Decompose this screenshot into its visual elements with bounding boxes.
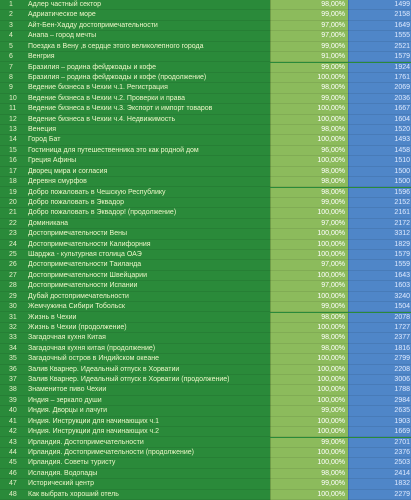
percent-cell[interactable]: 97,00% bbox=[270, 31, 348, 41]
row-number-cell[interactable]: 32 bbox=[9, 323, 17, 331]
table-row[interactable] bbox=[0, 21, 411, 31]
table-row[interactable] bbox=[0, 135, 411, 145]
percent-cell[interactable]: 98,00% bbox=[270, 83, 348, 93]
title-cell[interactable]: Достопримечательности Вены bbox=[28, 230, 127, 238]
row-number-cell[interactable]: 11 bbox=[9, 105, 17, 113]
title-cell[interactable]: Шарджа - культурная столица ОАЭ bbox=[28, 251, 142, 258]
value-cell[interactable]: 2158 bbox=[348, 10, 411, 20]
row-number-cell[interactable]: 18 bbox=[9, 178, 17, 186]
percent-cell[interactable]: 100,00% bbox=[270, 396, 348, 406]
table-row[interactable] bbox=[0, 417, 411, 427]
percent-cell[interactable]: 99,00% bbox=[270, 198, 348, 208]
title-cell[interactable]: Индия – зеркало души bbox=[28, 396, 102, 404]
table-row[interactable] bbox=[0, 313, 411, 323]
row-number-cell[interactable]: 31 bbox=[9, 313, 17, 321]
percent-cell[interactable]: 96,00% bbox=[270, 146, 348, 156]
percent-cell[interactable]: 100,00% bbox=[270, 208, 348, 218]
table-row[interactable] bbox=[0, 229, 411, 239]
percent-cell[interactable]: 98,00% bbox=[270, 344, 348, 354]
title-cell[interactable]: Ведение бизнеса в Чехии ч.3. Экспорт и импорт товаров bbox=[28, 105, 213, 113]
row-number-cell[interactable]: 29 bbox=[9, 292, 17, 300]
row-number-cell[interactable]: 5 bbox=[9, 42, 13, 50]
percent-cell[interactable]: 98,00% bbox=[270, 167, 348, 177]
title-cell[interactable]: Деревня смурфов bbox=[28, 178, 87, 186]
table-row[interactable] bbox=[0, 323, 411, 333]
percent-cell[interactable]: 97,00% bbox=[270, 21, 348, 31]
value-cell[interactable]: 1667 bbox=[348, 104, 411, 114]
percent-cell[interactable]: 100,00% bbox=[270, 271, 348, 281]
title-cell[interactable]: Бразилия – родина фейджоады и кофе bbox=[28, 63, 157, 71]
percent-cell[interactable]: 98,00% bbox=[270, 469, 348, 479]
title-cell[interactable]: Дворец мира и согласия bbox=[28, 167, 108, 175]
percent-cell[interactable]: 97,00% bbox=[270, 260, 348, 270]
row-number-cell[interactable]: 27 bbox=[9, 271, 17, 279]
value-cell[interactable]: 1555 bbox=[348, 31, 411, 41]
value-cell[interactable]: 1510 bbox=[348, 156, 411, 166]
row-number-cell[interactable]: 26 bbox=[9, 261, 17, 269]
percent-cell[interactable]: 100,00% bbox=[270, 427, 348, 437]
title-cell[interactable]: Гостиница для путешественника это как родной дом bbox=[28, 146, 199, 154]
value-cell[interactable]: 1596 bbox=[348, 188, 411, 198]
value-cell[interactable]: 1504 bbox=[348, 302, 411, 312]
value-cell[interactable]: 1603 bbox=[348, 281, 411, 291]
percent-cell[interactable]: 99,00% bbox=[270, 406, 348, 416]
title-cell[interactable]: Доминикана bbox=[28, 219, 69, 227]
value-cell[interactable]: 1604 bbox=[348, 115, 411, 125]
percent-cell[interactable]: 100,00% bbox=[270, 417, 348, 427]
percent-cell[interactable]: 100,00% bbox=[270, 292, 348, 302]
value-cell[interactable]: 1669 bbox=[348, 427, 411, 437]
value-cell[interactable]: 2036 bbox=[348, 94, 411, 104]
value-cell[interactable]: 3006 bbox=[348, 375, 411, 385]
title-cell[interactable]: Поездка в Вену ,в сердце этого великолепного города bbox=[28, 42, 204, 50]
percent-cell[interactable]: 100,00% bbox=[270, 240, 348, 250]
value-cell[interactable]: 1832 bbox=[348, 479, 411, 489]
value-cell[interactable]: 2701 bbox=[348, 438, 411, 448]
percent-cell[interactable]: 99,00% bbox=[270, 438, 348, 448]
title-cell[interactable]: Индия. Инструкции для начинающих ч.2 bbox=[28, 428, 160, 436]
title-cell[interactable]: Достопримечательности Калифорния bbox=[28, 240, 151, 248]
row-number-cell[interactable]: 13 bbox=[9, 126, 17, 133]
table-row[interactable] bbox=[0, 438, 411, 448]
table-row[interactable] bbox=[0, 406, 411, 416]
percent-cell[interactable]: 98,00% bbox=[270, 0, 348, 10]
title-cell[interactable]: Анапа – город мечты bbox=[28, 32, 97, 40]
percent-cell[interactable]: 98,00% bbox=[270, 125, 348, 135]
table-row[interactable] bbox=[0, 333, 411, 343]
row-number-cell[interactable]: 48 bbox=[9, 490, 17, 498]
table-row[interactable] bbox=[0, 125, 411, 135]
percent-cell[interactable]: 100,00% bbox=[270, 135, 348, 145]
value-cell[interactable]: 2152 bbox=[348, 198, 411, 208]
title-cell[interactable]: Достопримечательности Таиланда bbox=[28, 261, 142, 269]
title-cell[interactable]: Как выбрать хороший отель bbox=[28, 490, 119, 498]
value-cell[interactable]: 1559 bbox=[348, 260, 411, 270]
table-row[interactable] bbox=[0, 156, 411, 166]
row-number-cell[interactable]: 1 bbox=[9, 1, 13, 8]
value-cell[interactable]: 1499 bbox=[348, 0, 411, 10]
value-cell[interactable]: 1727 bbox=[348, 323, 411, 333]
value-cell[interactable]: 2799 bbox=[348, 354, 411, 364]
percent-cell[interactable]: 97,00% bbox=[270, 281, 348, 291]
table-row[interactable] bbox=[0, 219, 411, 229]
value-cell[interactable]: 1816 bbox=[348, 344, 411, 354]
percent-cell[interactable]: 100,00% bbox=[270, 250, 348, 260]
title-cell[interactable]: Добро пожаловать в Эквадор! (продолжение) bbox=[28, 209, 177, 217]
percent-cell[interactable]: 100,00% bbox=[270, 73, 348, 83]
percent-cell[interactable]: 100,00% bbox=[270, 354, 348, 364]
row-number-cell[interactable]: 36 bbox=[9, 365, 17, 373]
title-cell[interactable]: Залив Кварнер. Идеальный отпуск в Хорватии (продолжение) bbox=[28, 376, 230, 383]
percent-cell[interactable]: 100,00% bbox=[270, 229, 348, 239]
title-cell[interactable]: Достопримечательности Швейцарии bbox=[28, 271, 147, 279]
value-cell[interactable]: 2161 bbox=[348, 208, 411, 218]
row-number-cell[interactable]: 10 bbox=[9, 94, 17, 102]
table-row[interactable] bbox=[0, 31, 411, 41]
percent-cell[interactable]: 98,00% bbox=[270, 188, 348, 198]
row-number-cell[interactable]: 17 bbox=[9, 167, 17, 175]
row-number-cell[interactable]: 7 bbox=[9, 63, 13, 71]
title-cell[interactable]: Достопримечательности Испании bbox=[28, 282, 138, 290]
row-number-cell[interactable]: 43 bbox=[9, 438, 17, 446]
value-cell[interactable]: 2503 bbox=[348, 458, 411, 468]
row-number-cell[interactable]: 34 bbox=[9, 344, 17, 352]
row-number-cell[interactable]: 6 bbox=[9, 53, 13, 61]
percent-cell[interactable]: 98,00% bbox=[270, 333, 348, 343]
row-number-cell[interactable]: 46 bbox=[9, 469, 17, 477]
table-row[interactable] bbox=[0, 302, 411, 312]
value-cell[interactable]: 1458 bbox=[348, 146, 411, 156]
title-cell[interactable]: Жизнь в Чехии bbox=[28, 313, 77, 321]
value-cell[interactable]: 2984 bbox=[348, 396, 411, 406]
table-row[interactable] bbox=[0, 240, 411, 250]
table-row[interactable] bbox=[0, 281, 411, 291]
row-number-cell[interactable]: 4 bbox=[9, 32, 13, 40]
value-cell[interactable]: 1520 bbox=[348, 125, 411, 135]
row-number-cell[interactable]: 25 bbox=[9, 251, 17, 258]
title-cell[interactable]: Загадочный остров в Индийском океане bbox=[28, 355, 160, 363]
row-number-cell[interactable]: 28 bbox=[9, 282, 17, 290]
title-cell[interactable]: Загадочная кухня китая (продолжение) bbox=[28, 344, 156, 352]
title-cell[interactable]: Исторический центр bbox=[28, 480, 95, 488]
title-cell[interactable]: Дубай достопримечательности bbox=[28, 292, 129, 300]
percent-cell[interactable]: 100,00% bbox=[270, 156, 348, 166]
table-row[interactable] bbox=[0, 146, 411, 156]
percent-cell[interactable]: 99,00% bbox=[270, 63, 348, 73]
table-row[interactable] bbox=[0, 52, 411, 62]
table-row[interactable] bbox=[0, 73, 411, 83]
title-cell[interactable]: Индия. Инструкции для начинающих ч.1 bbox=[28, 417, 160, 425]
table-row[interactable] bbox=[0, 208, 411, 218]
percent-cell[interactable]: 99,00% bbox=[270, 302, 348, 312]
title-cell[interactable]: Ведение бизнеса в Чехии ч.4. Недвижимость bbox=[28, 115, 176, 123]
value-cell[interactable]: 1500 bbox=[348, 167, 411, 177]
title-cell[interactable]: Индия. Дворцы и лачуги bbox=[28, 407, 108, 415]
value-cell[interactable]: 2172 bbox=[348, 219, 411, 229]
row-number-cell[interactable]: 40 bbox=[9, 407, 17, 415]
title-cell[interactable]: Жемчужина Сибири Тобольск bbox=[28, 303, 125, 311]
title-cell[interactable]: Бразилия – родина фейджоады и кофе (продолжение) bbox=[28, 73, 207, 81]
row-number-cell[interactable]: 9 bbox=[9, 84, 13, 92]
value-cell[interactable]: 1924 bbox=[348, 63, 411, 73]
table-row[interactable] bbox=[0, 83, 411, 93]
value-cell[interactable]: 2414 bbox=[348, 469, 411, 479]
title-cell[interactable]: Исландия. Водопады bbox=[28, 469, 98, 477]
row-number-cell[interactable]: 45 bbox=[9, 459, 17, 467]
value-cell[interactable]: 2377 bbox=[348, 333, 411, 343]
percent-cell[interactable]: 99,00% bbox=[270, 479, 348, 489]
table-row[interactable] bbox=[0, 427, 411, 437]
row-number-cell[interactable]: 22 bbox=[9, 219, 17, 227]
value-cell[interactable]: 1643 bbox=[348, 271, 411, 281]
row-number-cell[interactable]: 33 bbox=[9, 334, 17, 342]
table-row[interactable] bbox=[0, 271, 411, 281]
table-row[interactable] bbox=[0, 0, 411, 10]
value-cell[interactable]: 2208 bbox=[348, 365, 411, 375]
table-row[interactable] bbox=[0, 63, 411, 73]
table-row[interactable] bbox=[0, 365, 411, 375]
title-cell[interactable]: Ирландия. Советы туристу bbox=[28, 459, 116, 467]
table-row[interactable] bbox=[0, 10, 411, 20]
title-cell[interactable]: Венеция bbox=[28, 126, 57, 133]
table-row[interactable] bbox=[0, 448, 411, 458]
row-number-cell[interactable]: 3 bbox=[9, 21, 13, 29]
title-cell[interactable]: Ведение бизнеса в Чехии ч.2. Проверки и права bbox=[28, 94, 186, 102]
row-number-cell[interactable]: 44 bbox=[9, 448, 17, 456]
table-row[interactable] bbox=[0, 198, 411, 208]
table-row[interactable] bbox=[0, 385, 411, 395]
percent-cell[interactable]: 99,00% bbox=[270, 94, 348, 104]
title-cell[interactable]: Город Бат bbox=[28, 136, 61, 144]
percent-cell[interactable]: 99,00% bbox=[270, 10, 348, 20]
row-number-cell[interactable]: 39 bbox=[9, 396, 17, 404]
row-number-cell[interactable]: 41 bbox=[9, 417, 17, 425]
percent-cell[interactable]: 97,00% bbox=[270, 219, 348, 229]
percent-cell[interactable]: 98,00% bbox=[270, 313, 348, 323]
percent-cell[interactable]: 100,00% bbox=[270, 490, 348, 500]
table-row[interactable] bbox=[0, 458, 411, 468]
value-cell[interactable]: 2279 bbox=[348, 490, 411, 500]
row-number-cell[interactable]: 2 bbox=[9, 11, 13, 19]
table-row[interactable] bbox=[0, 167, 411, 177]
table-row[interactable] bbox=[0, 94, 411, 104]
table-row[interactable] bbox=[0, 469, 411, 479]
row-number-cell[interactable]: 38 bbox=[9, 386, 17, 394]
row-number-cell[interactable]: 21 bbox=[9, 209, 17, 217]
row-number-cell[interactable]: 47 bbox=[9, 480, 17, 488]
percent-cell[interactable]: 100,00% bbox=[270, 365, 348, 375]
table-row[interactable] bbox=[0, 344, 411, 354]
title-cell[interactable]: Добро пожаловать в Эквадор bbox=[28, 198, 125, 206]
value-cell[interactable]: 2521 bbox=[348, 42, 411, 52]
value-cell[interactable]: 1761 bbox=[348, 73, 411, 83]
percent-cell[interactable]: 100,00% bbox=[270, 104, 348, 114]
title-cell[interactable]: Загадочная кухня Китая bbox=[28, 334, 106, 342]
table-row[interactable] bbox=[0, 396, 411, 406]
percent-cell[interactable]: 100,00% bbox=[270, 115, 348, 125]
percent-cell[interactable]: 91,00% bbox=[270, 52, 348, 62]
table-row[interactable] bbox=[0, 177, 411, 187]
value-cell[interactable]: 2069 bbox=[348, 83, 411, 93]
value-cell[interactable]: 1579 bbox=[348, 250, 411, 260]
row-number-cell[interactable]: 23 bbox=[9, 230, 17, 238]
row-number-cell[interactable]: 37 bbox=[9, 376, 17, 383]
value-cell[interactable]: 2376 bbox=[348, 448, 411, 458]
table-row[interactable] bbox=[0, 490, 411, 500]
table-row[interactable] bbox=[0, 250, 411, 260]
percent-cell[interactable]: 99,00% bbox=[270, 42, 348, 52]
title-cell[interactable]: Знаменитое пиво Чехии bbox=[28, 386, 107, 394]
row-number-cell[interactable]: 20 bbox=[9, 198, 17, 206]
percent-cell[interactable]: 100,00% bbox=[270, 385, 348, 395]
table-row[interactable] bbox=[0, 354, 411, 364]
value-cell[interactable]: 1500 bbox=[348, 177, 411, 187]
title-cell[interactable]: Залив Кварнер. Идеальный отпуск в Хорватии bbox=[28, 365, 180, 373]
value-cell[interactable]: 2635 bbox=[348, 406, 411, 416]
table-row[interactable] bbox=[0, 115, 411, 125]
percent-cell[interactable]: 100,00% bbox=[270, 323, 348, 333]
title-cell[interactable]: Добро пожаловать в Чешскую Республику bbox=[28, 188, 166, 196]
title-cell[interactable]: Ведение бизнеса в Чехии ч.1. Регистрация bbox=[28, 84, 168, 92]
value-cell[interactable]: 2078 bbox=[348, 313, 411, 323]
title-cell[interactable]: Ирландия. Достопримечательности (продолжение) bbox=[28, 448, 194, 456]
title-cell[interactable]: Айт-Бен-Хадду достопримечательности bbox=[28, 21, 158, 29]
row-number-cell[interactable]: 14 bbox=[9, 136, 17, 144]
title-cell[interactable]: Ирландия. Достопримечательности bbox=[28, 438, 144, 446]
title-cell[interactable]: Адлер частный сектор bbox=[28, 1, 102, 8]
title-cell[interactable]: Жизнь в Чехии (продолжение) bbox=[28, 323, 127, 331]
value-cell[interactable]: 1493 bbox=[348, 135, 411, 145]
table-row[interactable] bbox=[0, 292, 411, 302]
table-row[interactable] bbox=[0, 260, 411, 270]
table-row[interactable] bbox=[0, 42, 411, 52]
value-cell[interactable]: 3240 bbox=[348, 292, 411, 302]
row-number-cell[interactable]: 30 bbox=[9, 303, 17, 311]
percent-cell[interactable]: 98,00% bbox=[270, 177, 348, 187]
title-cell[interactable]: Греция Афины bbox=[28, 157, 77, 165]
row-number-cell[interactable]: 8 bbox=[9, 73, 13, 81]
row-number-cell[interactable]: 24 bbox=[9, 240, 17, 248]
row-number-cell[interactable]: 12 bbox=[9, 115, 17, 123]
table-row[interactable] bbox=[0, 104, 411, 114]
title-cell[interactable]: Адриатическое море bbox=[28, 11, 96, 19]
row-number-cell[interactable]: 19 bbox=[9, 188, 17, 196]
value-cell[interactable]: 1788 bbox=[348, 385, 411, 395]
percent-cell[interactable]: 100,00% bbox=[270, 375, 348, 385]
title-cell[interactable]: Венгрия bbox=[28, 53, 55, 61]
value-cell[interactable]: 3312 bbox=[348, 229, 411, 239]
table-row[interactable] bbox=[0, 479, 411, 489]
table-row[interactable] bbox=[0, 375, 411, 385]
row-number-cell[interactable]: 35 bbox=[9, 355, 17, 363]
value-cell[interactable]: 1829 bbox=[348, 240, 411, 250]
table-row[interactable] bbox=[0, 188, 411, 198]
percent-cell[interactable]: 100,00% bbox=[270, 448, 348, 458]
percent-cell[interactable]: 100,00% bbox=[270, 458, 348, 468]
value-cell[interactable]: 1903 bbox=[348, 417, 411, 427]
row-number-cell[interactable]: 15 bbox=[9, 146, 17, 154]
value-cell[interactable]: 1649 bbox=[348, 21, 411, 31]
value-cell[interactable]: 1579 bbox=[348, 52, 411, 62]
row-number-cell[interactable]: 16 bbox=[9, 157, 17, 165]
row-number-cell[interactable]: 42 bbox=[9, 428, 17, 436]
